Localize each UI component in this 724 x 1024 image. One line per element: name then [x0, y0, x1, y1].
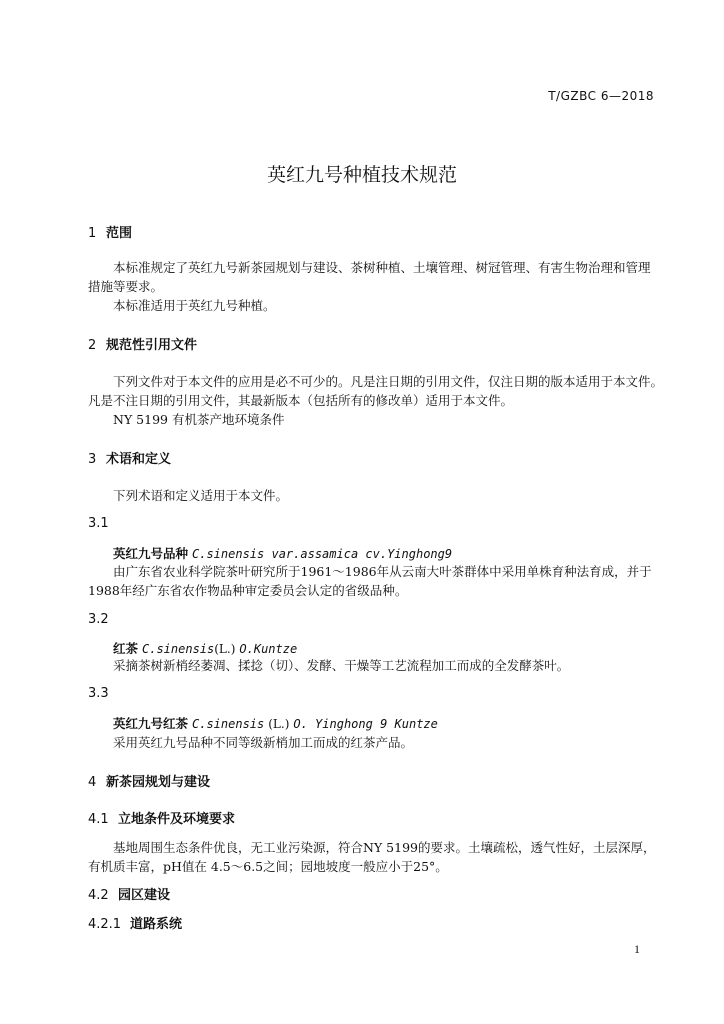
subsection-4-1-heading: 4.1 立地条件及环境要求: [88, 812, 236, 827]
term-author: (L.): [214, 642, 236, 656]
term-chinese: 红茶: [113, 641, 139, 656]
page-number: 1: [634, 942, 640, 956]
section-number: 2: [88, 338, 97, 353]
paragraph-line: 措施等要求。: [88, 279, 164, 294]
term-entry: [113, 639, 297, 657]
term-definition: 由广东省农业科学院茶叶研究所于1961～1986年从云南大叶茶群体中采用单株育种法育成，并于: [113, 564, 652, 579]
term-latin: C.sinensis var.assamica cv.Yinghong9: [192, 547, 453, 561]
standard-number: T/GZBC 6—2018: [548, 89, 654, 103]
term-latin: C.sinensis: [192, 717, 265, 731]
section-number: 3: [88, 452, 97, 467]
section-number: 1: [88, 226, 97, 241]
term-chinese: 英红九号红茶: [113, 716, 189, 731]
term-author: (L.): [268, 717, 290, 731]
term-chinese: 英红九号品种: [113, 546, 189, 561]
normative-reference: NY 5199 有机茶产地环境条件: [113, 412, 285, 427]
term-number: 3.1: [88, 516, 109, 531]
section-number: 4: [88, 775, 97, 790]
term-definition: 采摘茶树新梢经萎凋、揉捻（切）、发酵、干燥等工艺流程加工而成的全发酵茶叶。: [113, 658, 570, 673]
paragraph-line: 有机质丰富，pH值在 4.5～6.5之间；园地坡度一般应小于25°。: [88, 859, 448, 874]
paragraph-line: 凡是不注日期的引用文件，其最新版本（包括所有的修改单）适用于本文件。: [88, 393, 514, 408]
section-2-heading: [88, 334, 197, 353]
section-title: 规范性引用文件: [106, 338, 198, 353]
paragraph-line: 本标准适用于英红九号种植。: [113, 298, 276, 313]
paragraph-line: 下列术语和定义适用于本文件。: [113, 488, 289, 503]
section-3-heading: [88, 448, 171, 467]
section-4-heading: [88, 771, 210, 790]
term-latin: O. Yinghong 9 Kuntze: [293, 717, 438, 731]
term-entry: [113, 714, 438, 732]
paragraph-line: 基地周围生态条件优良，无工业污染源，符合NY 5199的要求。土壤疏松，透气性好，土层深厚，: [113, 840, 656, 855]
section-title: 范围: [106, 226, 133, 241]
term-definition: 1988年经广东省农作物品种审定委员会认定的省级品种。: [88, 583, 408, 598]
paragraph-line: 本标准规定了英红九号新茶园规划与建设、茶树种植、土壤管理、树冠管理、有害生物治理和管理: [113, 260, 651, 275]
term-entry: [113, 544, 452, 562]
subsection-4-2-1-heading: 4.2.1 道路系统: [88, 917, 183, 932]
term-number: 3.2: [88, 612, 109, 627]
subsection-4-2-heading: 4.2 园区建设: [88, 888, 171, 903]
term-latin: O.Kuntze: [239, 642, 298, 656]
term-definition: 采用英红九号品种不同等级新梢加工而成的红茶产品。: [113, 735, 414, 750]
section-title: 新茶园规划与建设: [106, 775, 211, 790]
term-number: 3.3: [88, 686, 109, 701]
term-latin: C.sinensis: [142, 642, 215, 656]
section-title: 术语和定义: [106, 452, 172, 467]
document-title: 英红九号种植技术规范: [266, 164, 457, 186]
paragraph-line: 下列文件对于本文件的应用是必不可少的。凡是注日期的引用文件，仅注日期的版本适用于本文件。: [113, 374, 664, 389]
section-1-heading: [88, 222, 132, 241]
